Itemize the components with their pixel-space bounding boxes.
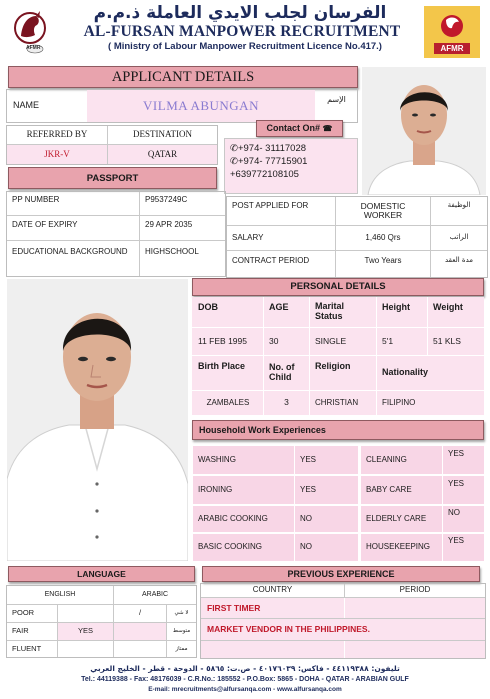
post-applied-label-ar: الوظيفة bbox=[447, 201, 471, 210]
english-header: ENGLISH bbox=[44, 591, 76, 599]
experience-cell bbox=[345, 641, 485, 658]
lang-arabic bbox=[114, 623, 166, 640]
footer bbox=[0, 662, 490, 699]
task-value: NO bbox=[295, 506, 358, 532]
applicant-details-title: APPLICANT DETAILS bbox=[8, 66, 358, 88]
task-label: HOUSEKEEPING bbox=[361, 534, 442, 561]
task-label: ELDERLY CARE bbox=[361, 506, 442, 532]
passport-title: PASSPORT bbox=[8, 167, 217, 189]
lang-level: FAIR bbox=[12, 626, 29, 636]
company-name: AL-FURSAN MANPOWER RECRUITMENT bbox=[83, 23, 401, 40]
footer-arabic: تليفون: ٤٤١١٩٣٨٨ - فاكس: ٤٠١٧٦٠٣٩ - ص.ت: ٥٨٦٥ - الدوحة - قطر - الخليج العربي bbox=[90, 664, 400, 673]
contract-value: Two Years bbox=[364, 255, 402, 265]
task-value: YES bbox=[443, 534, 484, 561]
weight-header: Weight bbox=[433, 302, 463, 313]
post-applied-value: DOMESTIC WORKER bbox=[360, 200, 406, 220]
arabic-header: ARABIC bbox=[141, 591, 169, 599]
lang-arabic bbox=[114, 641, 166, 657]
lang-english bbox=[58, 641, 113, 657]
lang-arabic: / bbox=[138, 608, 142, 618]
phone-icon: ✆ bbox=[230, 143, 238, 154]
task-value: YES bbox=[443, 476, 484, 504]
period-header: PERIOD bbox=[399, 585, 431, 595]
education-value: HIGHSCHOOL bbox=[145, 247, 199, 256]
lang-level: FLUENT bbox=[12, 643, 42, 653]
nationality-value: FILIPINO bbox=[382, 397, 416, 407]
language-title: LANGUAGE bbox=[8, 566, 195, 582]
experience-cell bbox=[345, 598, 485, 618]
lang-level-ar: ممتاز bbox=[175, 645, 188, 652]
destination-label: DESTINATION bbox=[133, 129, 192, 140]
phone-line: ✆+974- 77715901 bbox=[230, 156, 308, 167]
task-value: YES bbox=[443, 446, 484, 474]
experience-title: PREVIOUS EXPERIENCE bbox=[202, 566, 480, 582]
task-value: NO bbox=[295, 534, 358, 561]
destination-value: QATAR bbox=[108, 145, 217, 164]
task-label: WASHING bbox=[193, 446, 294, 474]
referred-by-label: REFERRED BY bbox=[26, 129, 88, 140]
dob-value: 11 FEB 1995 bbox=[198, 335, 247, 346]
licence-line: ( Ministry of Labour Manpower Recruitment Licence No.417.) bbox=[108, 41, 382, 52]
task-label: BASIC COOKING bbox=[193, 534, 294, 561]
experience-line-1: FIRST TIMER bbox=[207, 602, 261, 613]
children-header: No. of Child bbox=[269, 362, 295, 382]
lang-english: YES bbox=[58, 623, 113, 640]
marital-header: Marital Status bbox=[315, 301, 345, 321]
task-label: CLEANING bbox=[361, 446, 442, 474]
salary-label: SALARY bbox=[232, 232, 264, 242]
birthplace-value: ZAMBALES bbox=[206, 397, 250, 407]
task-label: ARABIC COOKING bbox=[193, 506, 294, 532]
task-value: YES bbox=[295, 476, 358, 504]
name-label-ar: الإسم bbox=[327, 94, 346, 104]
experience-line-2: MARKET VENDOR IN THE PHILIPPINES. bbox=[207, 624, 370, 635]
task-label: IRONING bbox=[193, 476, 294, 504]
pp-number-value: P9537249C bbox=[145, 194, 188, 204]
contact-label: Contact On# bbox=[266, 123, 321, 133]
country-header: COUNTRY bbox=[252, 585, 293, 595]
nationality-header: Nationality bbox=[382, 367, 429, 378]
lang-level-ar: متوسط bbox=[172, 628, 191, 635]
contact-box bbox=[224, 138, 358, 194]
post-applied-label: POST APPLIED FOR bbox=[232, 200, 309, 210]
arabic-company-name: الفرسان لجلب الايدي العاملة ذ.م.م bbox=[93, 3, 387, 23]
phone-line: +639772108105 bbox=[230, 169, 299, 180]
task-value: NO bbox=[443, 506, 484, 532]
name-value: VILMA ABUNGAN bbox=[87, 90, 315, 122]
height-header: Height bbox=[382, 302, 410, 313]
age-value: 30 bbox=[269, 335, 279, 346]
lang-level-ar: لا شي bbox=[174, 610, 189, 617]
lang-level: POOR bbox=[12, 608, 35, 618]
referred-by-value: JKR-V bbox=[7, 145, 107, 164]
afmr-logo-icon bbox=[424, 6, 480, 58]
left-logo-text: AFMR bbox=[26, 45, 41, 51]
expiry-value: 29 APR 2035 bbox=[145, 219, 193, 229]
birthplace-header: Birth Place bbox=[198, 361, 246, 372]
religion-header: Religion bbox=[315, 361, 351, 372]
task-label: BABY CARE bbox=[361, 476, 442, 504]
contact-title bbox=[256, 120, 343, 137]
personal-details-title: PERSONAL DETAILS bbox=[192, 278, 484, 296]
lang-english bbox=[58, 605, 113, 622]
age-header: AGE bbox=[269, 302, 289, 313]
footer-english: Tel.: 44119388 - Fax: 48176039 - C.R.No.: 185552 - P.O.Box: 5865 - DOHA - QATAR - ARABIAN GULF bbox=[81, 676, 409, 683]
applicant-photo-large bbox=[7, 279, 188, 561]
company-header bbox=[0, 0, 490, 62]
phone-line: ✆+974- 31117028 bbox=[230, 143, 307, 154]
education-label: EDUCATIONAL BACKGROUND bbox=[12, 247, 128, 256]
salary-value: 1,460 Qrs bbox=[365, 232, 401, 242]
right-logo-text: AFMR bbox=[440, 44, 464, 53]
weight-value: 51 KLS bbox=[433, 335, 461, 346]
phone-icon: ✆ bbox=[230, 156, 238, 167]
applicant-photo-small bbox=[362, 67, 486, 195]
dob-header: DOB bbox=[198, 302, 218, 313]
contract-label-ar: مدة العقد bbox=[445, 256, 473, 265]
marital-value: SINGLE bbox=[315, 335, 347, 346]
height-value: 5'1 bbox=[382, 335, 394, 346]
salary-label-ar: الراتب bbox=[449, 233, 469, 242]
name-label: NAME bbox=[13, 100, 40, 111]
phone-icon: ☎ bbox=[322, 124, 333, 133]
religion-value: CHRISTIAN bbox=[315, 397, 359, 407]
experience-cell bbox=[201, 641, 344, 658]
pp-number-label: PP NUMBER bbox=[12, 194, 60, 204]
contract-label: CONTRACT PERIOD bbox=[232, 255, 310, 265]
household-title: Household Work Experiences bbox=[192, 420, 484, 440]
footer-email: E-mail: mrecruitments@alfursanqa.com - www.alfursanqa.com bbox=[148, 686, 342, 693]
expiry-label: DATE OF EXPIRY bbox=[12, 219, 78, 229]
task-value: YES bbox=[295, 446, 358, 474]
children-value: 3 bbox=[284, 397, 289, 408]
